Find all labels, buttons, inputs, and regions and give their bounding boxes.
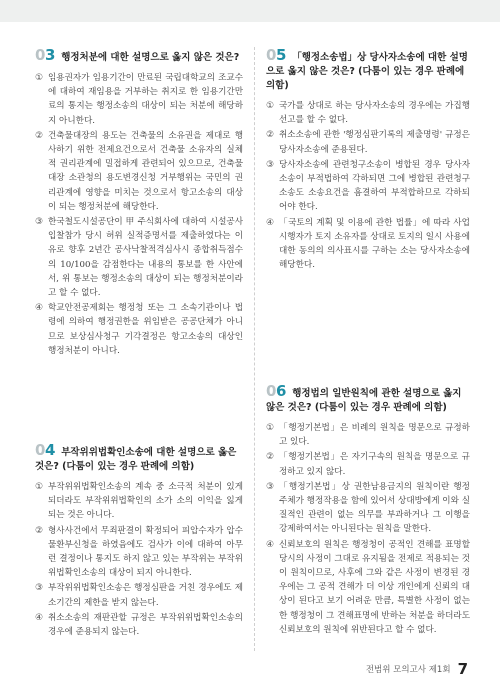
option-list bbox=[266, 421, 470, 637]
option-3: ③ 한국철도시설공단이 甲 주식회사에 대하여 시설공사 입찰참가 당시 허위 실적증명서를 제출하였다는 이유로 향후 2년간 공사낙찰적격심사시 종합취득점수의 10/100을 감점한다는 내용의 통보를 한 사안에서, 위 통보는 행정소송의 대상이 되는 행정처분이라고 할 수 없다. bbox=[35, 217, 243, 299]
page-footer bbox=[366, 660, 468, 678]
option-2: ② 취소소송에 관한 '행정심판기록의 제출명령' 규정은 당사자소송에 준용된다. bbox=[266, 130, 470, 155]
question-heading bbox=[266, 48, 470, 93]
option-list bbox=[266, 99, 470, 272]
option-1: ① 국가를 상대로 하는 당사자소송의 경우에는 가집행선고를 할 수 없다. bbox=[266, 101, 470, 126]
question-heading bbox=[266, 384, 470, 415]
question-title: 「행정소송법」상 당사자소송에 대한 설명으로 옳지 않은 것은? (다툼이 있는 경우 판례에 의함) bbox=[266, 52, 468, 91]
option-4: ④ 학교안전공제회는 행정청 또는 그 소속기관이나 법령에 의하여 행정권한을 위임받은 공공단체가 아니므로 보상심사청구 기각결정은 항고소송의 대상인 행정처분이 아니다. bbox=[35, 303, 243, 356]
exam-series-label: 전범위 모의고사 제1회 bbox=[365, 665, 451, 675]
question-number: 06 bbox=[266, 382, 286, 400]
question-heading bbox=[35, 48, 243, 65]
option-list bbox=[35, 480, 243, 639]
option-3: ③ 당사자소송에 관련청구소송이 병합된 경우 당사자소송이 부적법하여 각하되면 그에 병합된 관련청구소송도 소송요건을 흠결하여 부적합하므로 각하되어야 한다. bbox=[266, 159, 470, 213]
question-heading bbox=[35, 443, 243, 474]
question-03 bbox=[35, 48, 243, 359]
option-2: ② 형사사건에서 무죄판결이 확정되어 피압수자가 압수물환부신청을 하였음에도 검사가 이에 대하여 아무런 결정이나 통지도 하지 않고 있는 부작위는 부작위위법확인소송의 대상이 되지 아니한다. bbox=[35, 525, 243, 579]
option-3: ③ 부작위위법확인소송은 행정심판을 거친 경우에도 제소기간의 제한을 받지 않는다. bbox=[35, 583, 243, 608]
question-04 bbox=[35, 443, 243, 640]
option-4: ④ 취소소송의 재판관할 규정은 부작위위법확인소송의 경우에 준용되지 않는다. bbox=[35, 612, 243, 638]
question-title: 행정처분에 대한 설명으로 옳지 않은 것은? bbox=[61, 52, 240, 63]
option-4: ④ 「국토의 계획 및 이용에 관한 법률」에 따라 사업시행자가 토지 소유자를 상대로 토지의 일시 사용에 대한 동의의 의사표시를 구하는 소는 당사자소송에 해당한다. bbox=[266, 217, 470, 271]
column-divider bbox=[254, 47, 255, 651]
page-number: 7 bbox=[457, 660, 468, 678]
option-3: ③ 「행정기본법」상 권한남용금지의 원칙이란 행정주체가 행정작용을 함에 있어서 상대방에게 이와 실질적인 관련이 없는 의무를 부과하거나 그 이행을 강제하여서는 아니된다는 원칙을 말한다. bbox=[266, 481, 470, 535]
question-number: 04 bbox=[35, 441, 55, 459]
question-title: 부작위위법확인소송에 대한 설명으로 옳은 것은? (다툼이 있는 경우 판례에 의함) bbox=[35, 447, 237, 472]
question-05 bbox=[266, 48, 470, 273]
option-4: ④ 신뢰보호의 원칙은 행정청이 공적인 견해를 표명할 당시의 사정이 그대로 유지됨을 전제로 적용되는 것이 원칙이므로, 사후에 그와 같은 사정이 변경된 경우에는 그 공적 견해가 더 이상 개인에게 신뢰의 대상이 된다고 보기 어려운 만큼, 특별한 사정이 없는 한 행정청이 그 견해표명에 반하는 처분을 하더라도 신뢰보호의 원칙에 위반된다고 할 수 없다. bbox=[266, 539, 470, 635]
header-band bbox=[0, 0, 500, 22]
question-number: 05 bbox=[266, 46, 286, 64]
option-list bbox=[35, 71, 243, 358]
question-06 bbox=[266, 384, 470, 638]
question-title: 행정법의 일반원칙에 관한 설명으로 옳지 않은 것은? (다툼이 있는 경우 판례에 의함) bbox=[266, 388, 462, 413]
option-2: ② 건축물대장의 용도는 건축물의 소유권을 제대로 행사하기 위한 전제요건으로서 건축물 소유자의 실체적 권리관계에 밀접하게 관련되어 있으므로, 건축물대장 소관청의 용도변경신청 거부행위는 국민의 권리관계에 영향을 미치는 것으로서 항고소송의 대상이 되는 행정처분에 해당한다. bbox=[35, 130, 243, 212]
option-1: ① 「행정기본법」은 비례의 원칙을 명문으로 규정하고 있다. bbox=[266, 423, 470, 448]
option-2: ② 「행정기본법」은 자기구속의 원칙을 명문으로 규정하고 있지 않다. bbox=[266, 452, 470, 477]
option-1: ① 부작위위법확인소송의 계속 중 소극적 처분이 있게 되더라도 부작위위법확인의 소가 소의 이익을 잃게 되는 것은 아니다. bbox=[35, 482, 243, 521]
question-number: 03 bbox=[35, 46, 55, 64]
option-1: ① 임용권자가 임용기간이 만료된 국립대학교의 조교수에 대하여 재임용을 거부하는 취지로 한 임용기간만료의 통지는 행정소송의 대상이 되는 처분에 해당하지 아니한다. bbox=[35, 73, 243, 126]
